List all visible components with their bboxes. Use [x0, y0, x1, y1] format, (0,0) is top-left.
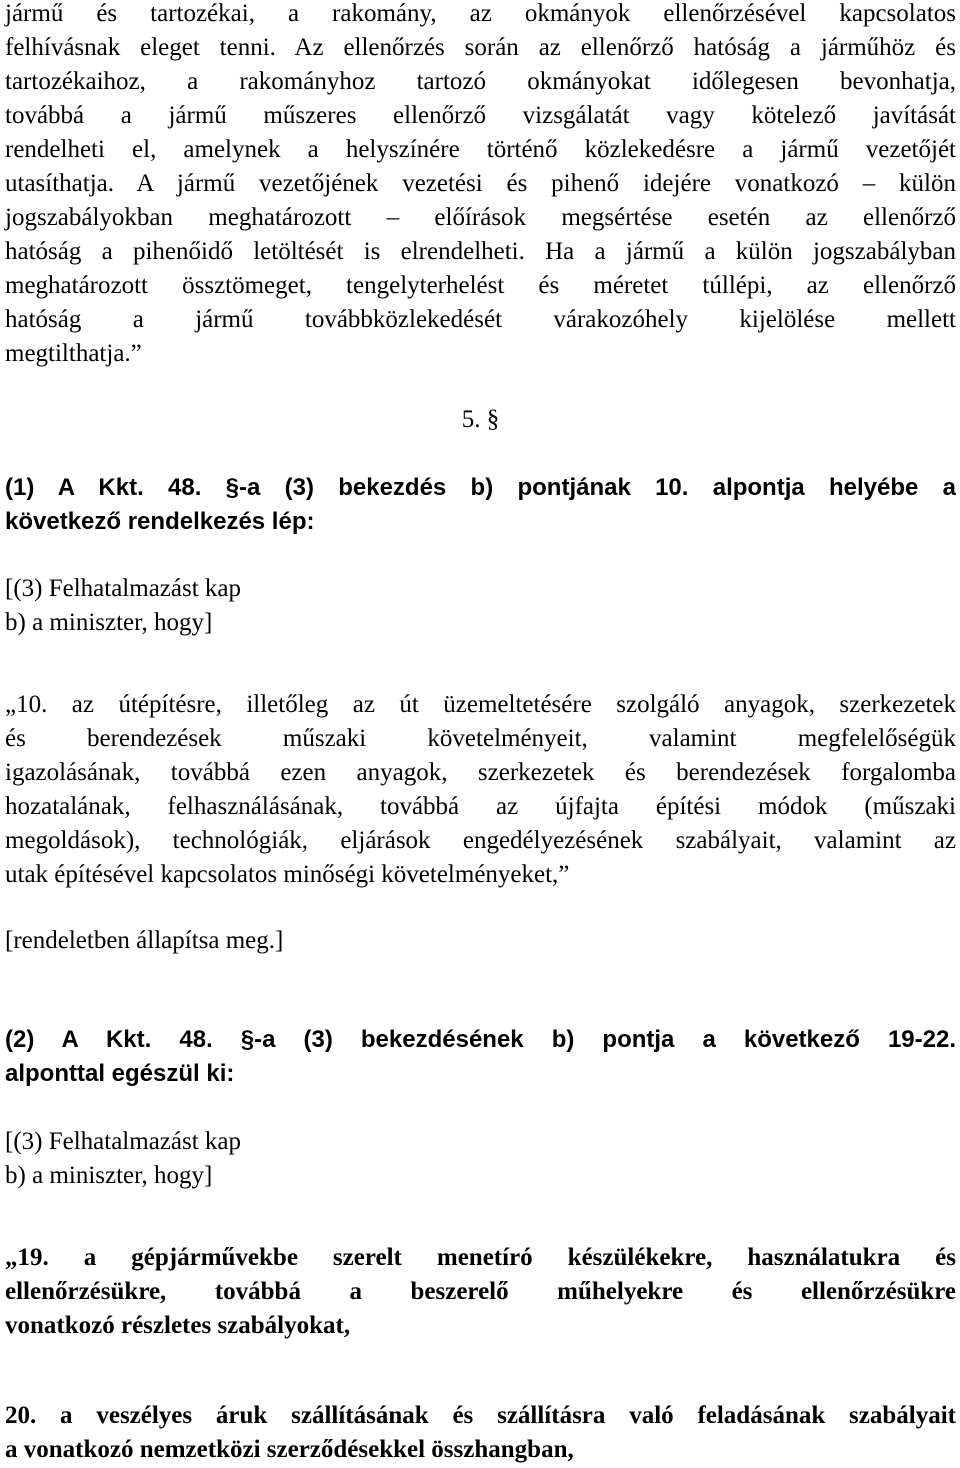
text-line: továbbá a jármű műszeres ellenőrző vizsgálatát vagy kötelező javítását: [5, 102, 956, 129]
text-line: megtilthatja.”: [5, 340, 142, 367]
point-1-bracket: [5, 572, 956, 640]
heading-line: alponttal egészül ki:: [5, 1060, 235, 1087]
text-line: meghatározott össztömeget, tengelyterhelést és méretet túllépi, az ellenőrző: [5, 272, 956, 299]
bracket-line: b) a miniszter, hogy]: [5, 1162, 213, 1189]
point-1-closing: [rendeletben állapítsa meg.]: [5, 927, 284, 954]
text-line: megoldások), technológiák, eljárások engedélyezésének szabályait, valamint az: [5, 827, 956, 854]
text-line: hatóság a pihenőidő letöltését is elrendelheti. Ha a jármű a külön jogszabályban: [5, 238, 956, 265]
item-line: ellenőrzésükre, továbbá a beszerelő műhelyekre és ellenőrzésükre: [5, 1278, 956, 1305]
text-line: és berendezések műszaki követelményeit, valamint megfelelőségük: [5, 725, 956, 752]
text-line: igazolásának, továbbá ezen anyagok, szerkezetek és berendezések forgalomba: [5, 759, 956, 786]
heading-line: (1) A Kkt. 48. §-a (3) bekezdés b) pontjának 10. alpontja helyébe a: [5, 474, 956, 501]
bracket-line: [(3) Felhatalmazást kap: [5, 575, 242, 602]
text-line: „10. az útépítésre, illetőleg az út üzemeltetésére szolgáló anyagok, szerkezetek: [5, 691, 956, 718]
item-line: 20. a veszélyes áruk szállításának és szállításra való feladásának szabályait: [5, 1402, 956, 1429]
item-19: [5, 1241, 956, 1343]
text-line: felhívásnak eleget tenni. Az ellenőrzés során az ellenőrző hatóság a járműhöz és: [5, 34, 956, 61]
point-2-bracket: [5, 1125, 956, 1193]
heading-line: következő rendelkezés lép:: [5, 508, 315, 535]
intro-paragraph: [5, 0, 956, 371]
bracket-line: [(3) Felhatalmazást kap: [5, 1128, 242, 1155]
text-line: jármű és tartozékai, a rakomány, az okmányok ellenőrzésével kapcsolatos: [5, 0, 956, 27]
heading-line: (2) A Kkt. 48. §-a (3) bekezdésének b) pontja a következő 19-22.: [5, 1026, 956, 1053]
text-line: hozatalának, felhasználásának, továbbá az újfajta építési módok (műszaki: [5, 793, 956, 820]
text-line: rendelheti el, amelynek a helyszínére történő közlekedésre a jármű vezetőjét: [5, 136, 956, 163]
text-line: jogszabályokban meghatározott – előírások megsértése esetén az ellenőrző: [5, 204, 956, 231]
section-number: 5. §: [461, 406, 500, 433]
item-line: vonatkozó részletes szabályokat,: [5, 1312, 351, 1339]
point-1-heading: [5, 471, 956, 539]
item-line: „19. a gépjárművekbe szerelt menetíró készülékekre, használatukra és: [5, 1244, 956, 1271]
item-line: a vonatkozó nemzetközi szerződésekkel összhangban,: [5, 1436, 574, 1463]
text-line: hatóság a jármű továbbközlekedését várakozóhely kijelölése mellett: [5, 306, 956, 333]
point-2-heading: [5, 1023, 956, 1091]
item-20: [5, 1399, 956, 1467]
text-line: utasíthatja. A jármű vezetőjének vezetési és pihenő idejére vonatkozó – külön: [5, 170, 956, 197]
text-line: utak építésével kapcsolatos minőségi követelményeket,”: [5, 861, 570, 888]
point-1-body: [5, 688, 956, 892]
bracket-line: b) a miniszter, hogy]: [5, 609, 213, 636]
text-line: tartozékaihoz, a rakományhoz tartozó okmányokat időlegesen bevonhatja,: [5, 68, 956, 95]
